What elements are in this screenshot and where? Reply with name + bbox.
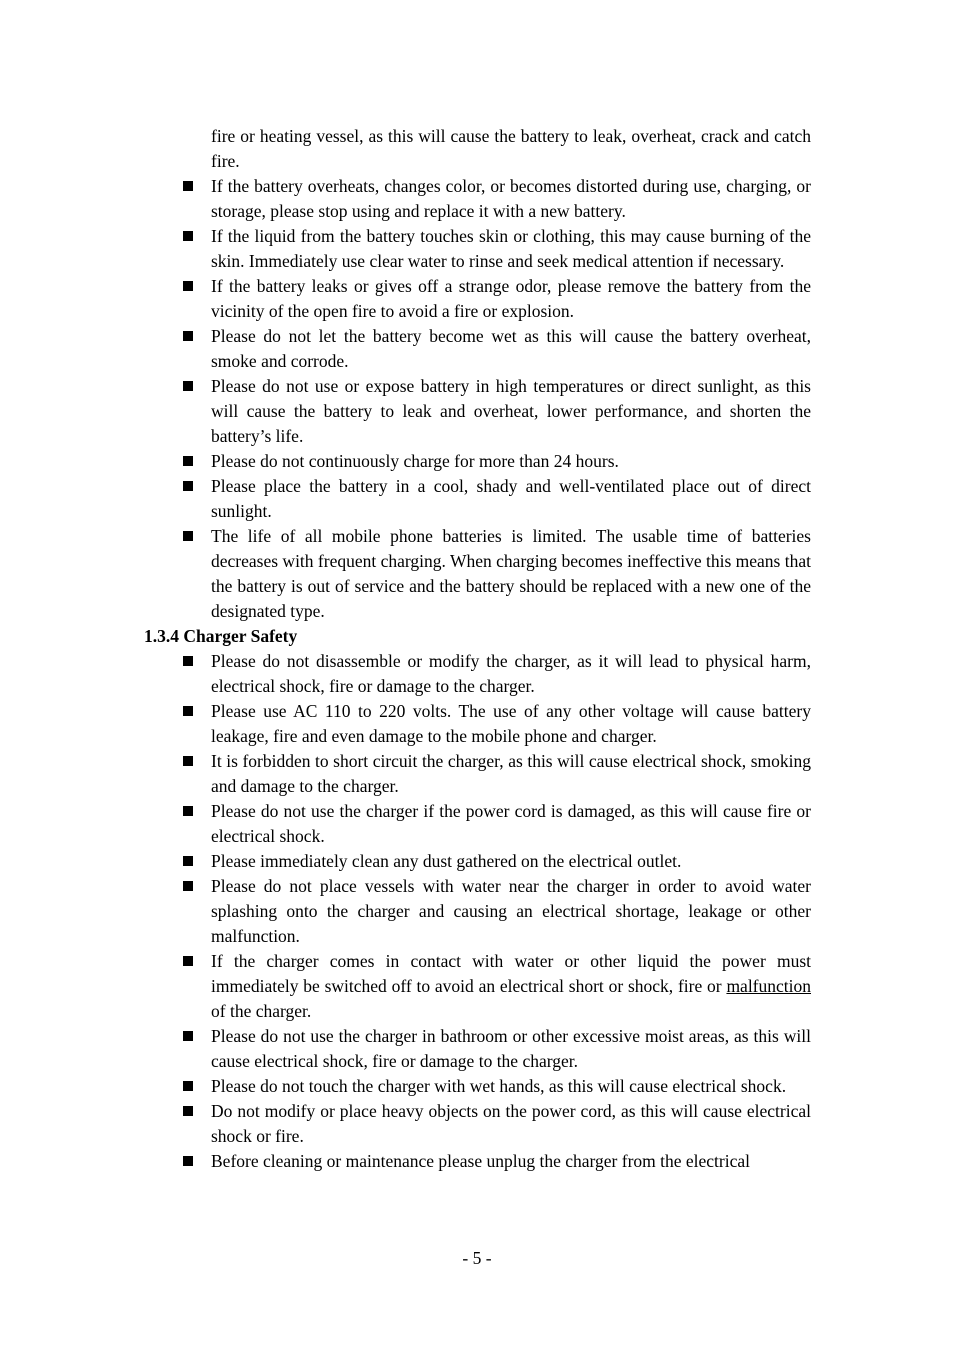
list-item-text: Please immediately clean any dust gathered on the electrical outlet.: [211, 851, 682, 871]
square-bullet-icon: [183, 756, 193, 766]
square-bullet-icon: [183, 1031, 193, 1041]
section-heading: 1.3.4 Charger Safety: [144, 626, 298, 646]
list-item: [211, 524, 811, 624]
square-bullet-icon: [183, 231, 193, 241]
list-item: [211, 324, 811, 374]
list-item-text: If the battery overheats, changes color, or becomes distorted during use, charging, or storage, please stop using and replace it with a new battery.: [211, 176, 811, 221]
list-item-text: Please place the battery in a cool, shady and well-ventilated place out of direct sunlight.: [211, 476, 811, 521]
list-item: [211, 799, 811, 849]
list-item-text: Please do not place vessels with water near the charger in order to avoid water splashing onto the charger and causing an electrical shortage, leakage or other malfunction.: [211, 876, 811, 946]
underlined-word: malfunction: [726, 976, 811, 996]
list-item: [211, 1149, 811, 1174]
list-item: [211, 224, 811, 274]
list-item: [211, 649, 811, 699]
battery-safety-list: [144, 174, 811, 624]
list-item-text: The life of all mobile phone batteries is limited. The usable time of batteries decreases with frequent charging. When charging becomes ineffective this means that the battery is out of service and the battery should be replaced with a new one of the designated type.: [211, 526, 811, 621]
list-item: [211, 374, 811, 449]
list-item-text: Please use AC 110 to 220 volts. The use of any other voltage will cause battery leakage, fire and even damage to the mobile phone and charger.: [211, 701, 811, 746]
list-item-text: Please do not use the charger in bathroom or other excessive moist areas, as this will cause electrical shock, fire or damage to the charger.: [211, 1026, 811, 1071]
list-item-text: It is forbidden to short circuit the charger, as this will cause electrical shock, smoking and damage to the charger.: [211, 751, 811, 796]
square-bullet-icon: [183, 531, 193, 541]
list-item-text-before: If the charger comes in contact with water or other liquid the power must immediately be switched off to avoid an electrical short or shock, fire or: [211, 951, 811, 996]
square-bullet-icon: [183, 281, 193, 291]
charger-safety-list: [144, 649, 811, 1174]
list-item: [211, 849, 811, 874]
list-item-text: Please do not use or expose battery in high temperatures or direct sunlight, as this will cause the battery to leak and overheat, lower performance, and shorten the battery’s life.: [211, 376, 811, 446]
list-item-text: Please do not disassemble or modify the charger, as it will lead to physical harm, electrical shock, fire or damage to the charger.: [211, 651, 811, 696]
list-item: [211, 274, 811, 324]
list-item: [211, 1099, 811, 1149]
square-bullet-icon: [183, 1156, 193, 1166]
list-item: [211, 1024, 811, 1074]
list-item: [211, 449, 811, 474]
square-bullet-icon: [183, 1106, 193, 1116]
list-item: [211, 874, 811, 949]
square-bullet-icon: [183, 656, 193, 666]
list-item-text: Please do not let the battery become wet as this will cause the battery overheat, smoke and corrode.: [211, 326, 811, 371]
list-item: [211, 474, 811, 524]
list-item-text: If the battery leaks or gives off a strange odor, please remove the battery from the vicinity of the open fire to avoid a fire or explosion.: [211, 276, 811, 321]
square-bullet-icon: [183, 456, 193, 466]
list-item: [211, 1074, 811, 1099]
list-item-text: Please do not continuously charge for more than 24 hours.: [211, 451, 619, 471]
list-item-text: Before cleaning or maintenance please unplug the charger from the electrical: [211, 1151, 751, 1171]
list-item: [211, 749, 811, 799]
square-bullet-icon: [183, 331, 193, 341]
square-bullet-icon: [183, 1081, 193, 1091]
list-item-text: If the liquid from the battery touches skin or clothing, this may cause burning of the skin. Immediately use clear water to rinse and seek medical attention if necessary.: [211, 226, 811, 271]
square-bullet-icon: [183, 381, 193, 391]
list-item-text: Please do not touch the charger with wet hands, as this will cause electrical shock.: [211, 1076, 787, 1096]
square-bullet-icon: [183, 706, 193, 716]
list-item: [211, 699, 811, 749]
list-item-text-after: of the charger.: [211, 1001, 312, 1021]
continuation-paragraph: fire or heating vessel, as this will cause the battery to leak, overheat, crack and catch fire.: [211, 126, 811, 171]
square-bullet-icon: [183, 181, 193, 191]
list-item-text: Do not modify or place heavy objects on the power cord, as this will cause electrical shock or fire.: [211, 1101, 811, 1146]
square-bullet-icon: [183, 806, 193, 816]
list-item: [211, 174, 811, 224]
page-number: - 5 -: [462, 1248, 492, 1268]
list-item: [211, 949, 811, 1024]
list-item-text: Please do not use the charger if the power cord is damaged, as this will cause fire or electrical shock.: [211, 801, 811, 846]
square-bullet-icon: [183, 481, 193, 491]
page-content: [144, 124, 811, 1174]
square-bullet-icon: [183, 956, 193, 966]
square-bullet-icon: [183, 856, 193, 866]
square-bullet-icon: [183, 881, 193, 891]
